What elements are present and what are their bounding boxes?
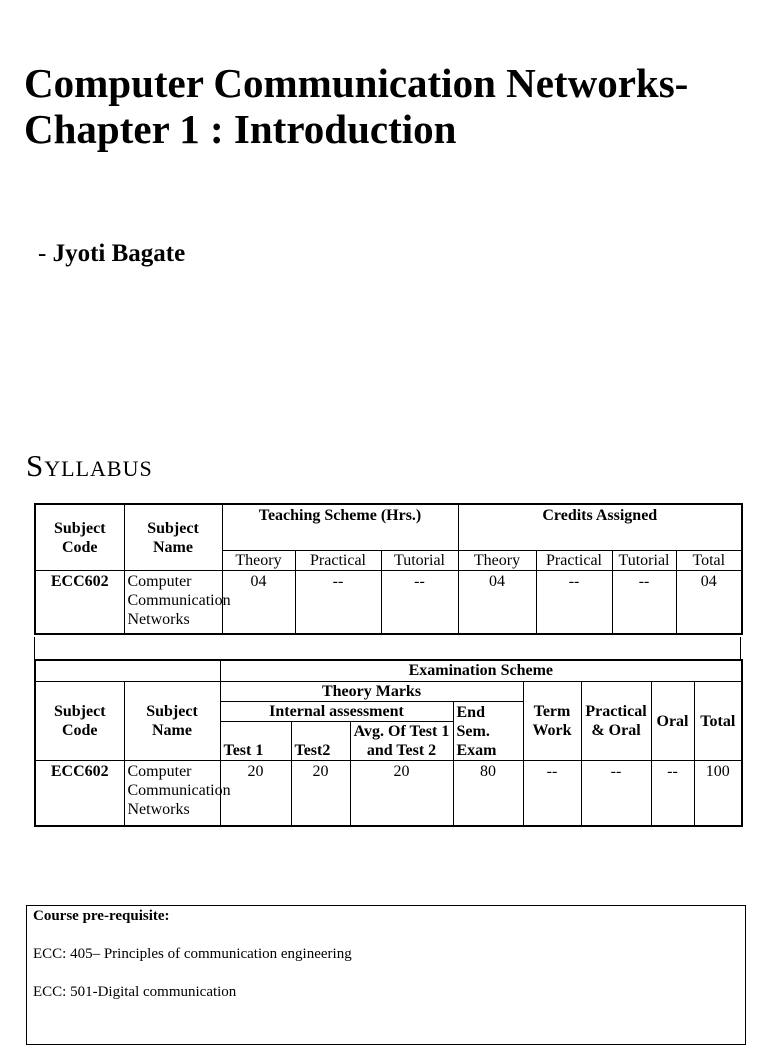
exam-subject-name-header: Subject Name xyxy=(124,682,220,761)
test2-cell: 20 xyxy=(291,761,350,827)
test1-header: Test 1 xyxy=(220,722,291,761)
credit-tutorial-cell: -- xyxy=(612,571,676,635)
test2-header: Test2 xyxy=(291,722,350,761)
end-sem-cell: 80 xyxy=(453,761,523,827)
credit-practical-header: Practical xyxy=(536,551,612,571)
teach-theory-cell: 04 xyxy=(222,571,295,635)
exam-scheme-header: Examination Scheme xyxy=(220,660,742,682)
exam-subject-code-header: Subject Code xyxy=(35,682,124,761)
teach-tutorial-cell: -- xyxy=(381,571,458,635)
credit-tutorial-header: Tutorial xyxy=(612,551,676,571)
term-work-cell: -- xyxy=(523,761,581,827)
title-line-2: Chapter 1 : Introduction xyxy=(24,106,457,152)
internal-assessment-header: Internal assessment xyxy=(220,702,453,722)
teach-tutorial-header: Tutorial xyxy=(381,551,458,571)
oral-cell: -- xyxy=(651,761,694,827)
exam-total-header: Total xyxy=(694,682,742,761)
author-name: Jyoti Bagate xyxy=(52,240,186,267)
exam-total-cell: 100 xyxy=(694,761,742,827)
table-spacer xyxy=(34,637,741,659)
teach-code-cell: ECC602 xyxy=(35,571,124,635)
author-line xyxy=(38,240,185,268)
credit-theory-header: Theory xyxy=(458,551,536,571)
credit-theory-cell: 04 xyxy=(458,571,536,635)
theory-marks-header: Theory Marks xyxy=(220,682,523,702)
practical-oral-cell: -- xyxy=(581,761,651,827)
credits-assigned-header: Credits Assigned xyxy=(458,504,742,551)
prerequisite-item: ECC: 405– Principles of communication engineering xyxy=(33,946,352,962)
prerequisites-heading: Course pre-requisite: xyxy=(33,908,170,924)
teach-practical-header: Practical xyxy=(295,551,381,571)
end-sem-header: End Sem. Exam xyxy=(453,702,523,761)
practical-oral-header: Practical & Oral xyxy=(581,682,651,761)
credit-total-cell: 04 xyxy=(676,571,742,635)
table-row xyxy=(35,571,742,635)
exam-name-cell: Computer Communication Networks xyxy=(124,761,220,827)
teach-subject-name-header: Subject Name xyxy=(124,504,222,571)
credit-practical-cell: -- xyxy=(536,571,612,635)
prerequisite-item: ECC: 501-Digital communication xyxy=(33,984,237,1000)
table-row xyxy=(35,761,742,827)
exam-code-cell: ECC602 xyxy=(35,761,124,827)
teaching-scheme-header: Teaching Scheme (Hrs.) xyxy=(222,504,458,551)
teaching-scheme-table xyxy=(34,503,743,635)
examination-scheme-table xyxy=(34,659,743,827)
teach-subject-code-header: Subject Code xyxy=(35,504,124,571)
teach-name-cell: Computer Communication Networks xyxy=(124,571,222,635)
avg-test-header: Avg. Of Test 1 and Test 2 xyxy=(350,722,453,761)
syllabus-heading: Syllabus xyxy=(26,448,153,483)
exam-blank-corner xyxy=(35,660,220,682)
title-line-1: Computer Communication Networks- xyxy=(24,60,689,106)
teach-theory-header: Theory xyxy=(222,551,295,571)
oral-header: Oral xyxy=(651,682,694,761)
credit-total-header: Total xyxy=(676,551,742,571)
avg-test-cell: 20 xyxy=(350,761,453,827)
page-title xyxy=(24,60,754,152)
test1-cell: 20 xyxy=(220,761,291,827)
prerequisites-box xyxy=(26,905,746,1045)
author-dash: - xyxy=(38,240,53,267)
term-work-header: Term Work xyxy=(523,682,581,761)
teach-practical-cell: -- xyxy=(295,571,381,635)
